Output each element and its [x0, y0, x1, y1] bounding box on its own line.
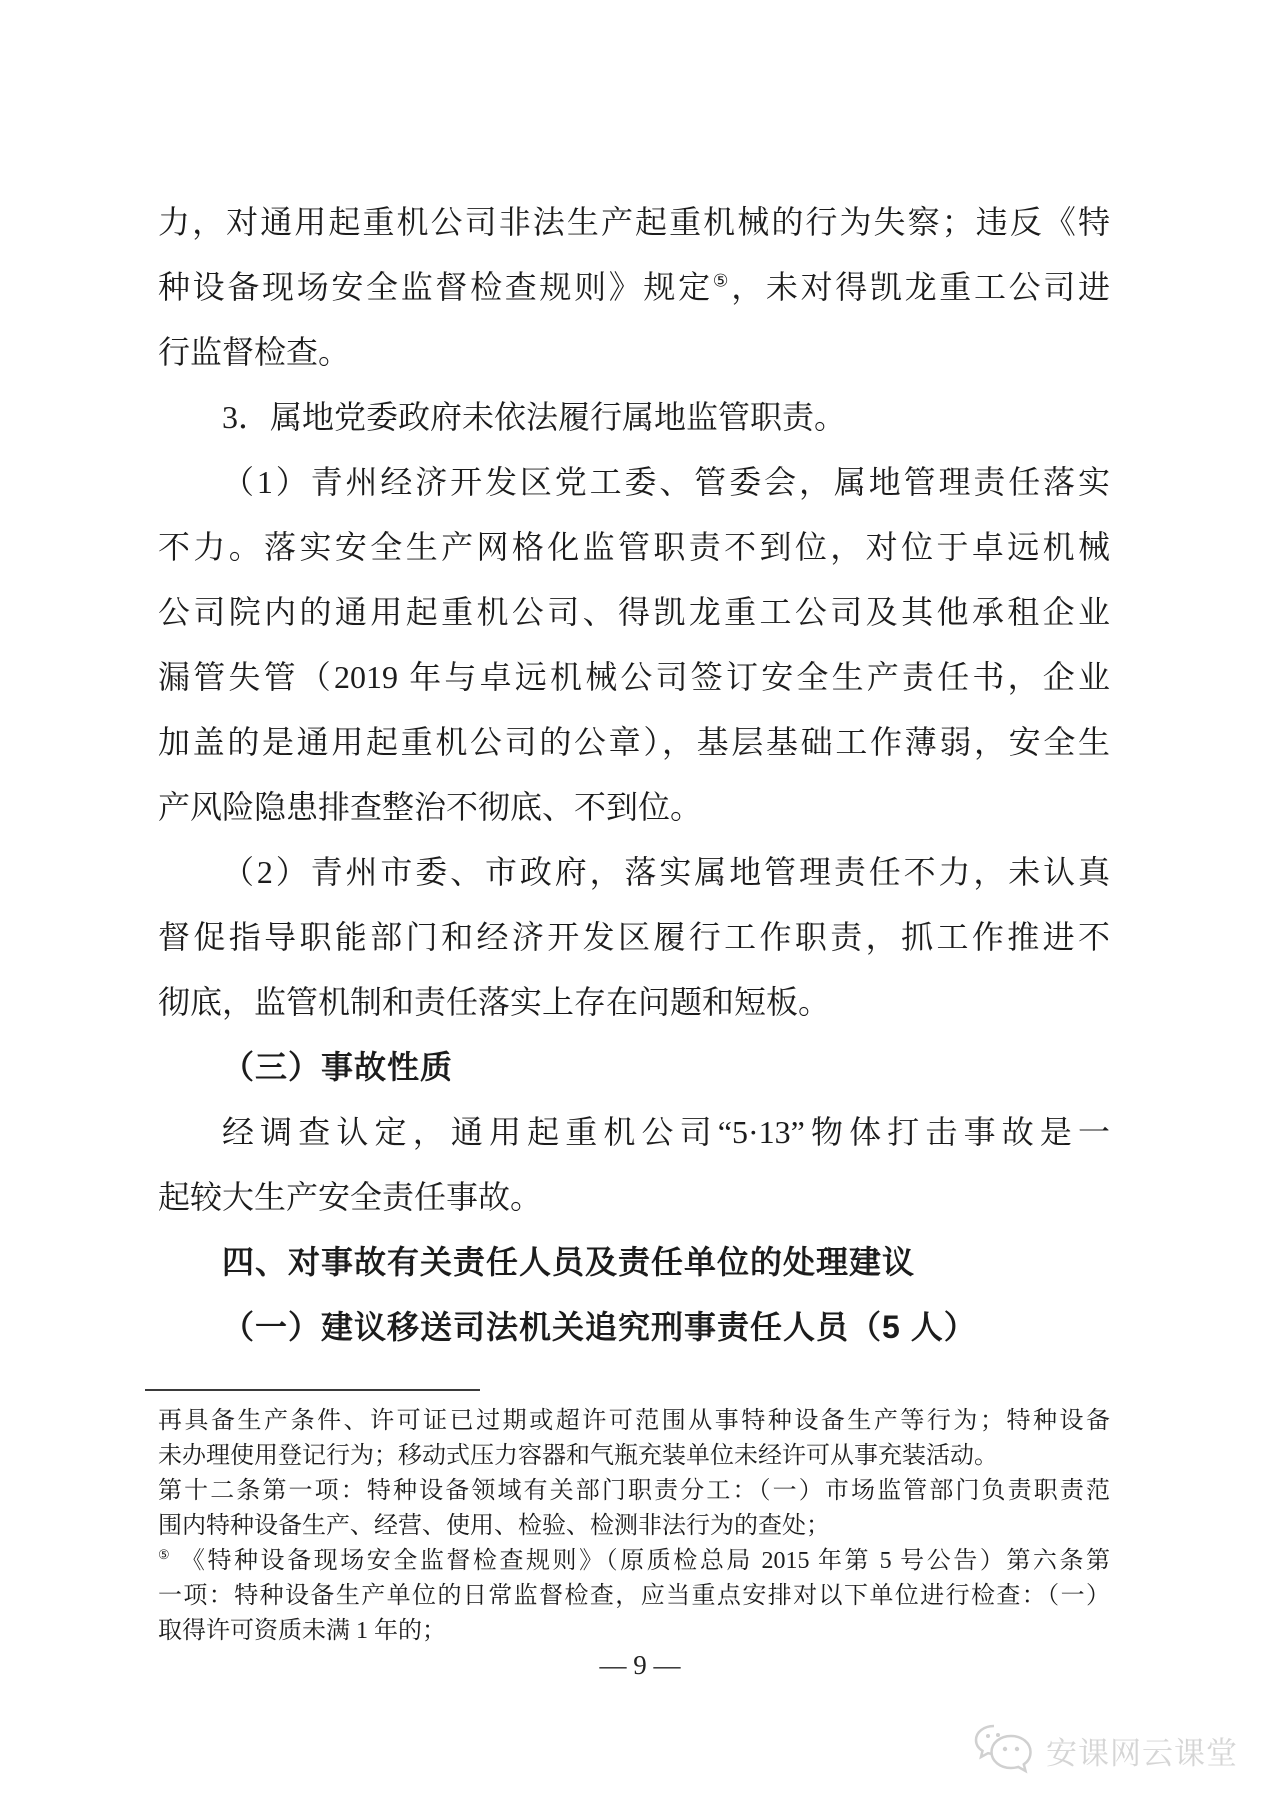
footnote-line: 第十二条第一项：特种设备领域有关部门职责分工：（一）市场监管部门负责职责范	[158, 1478, 1110, 1504]
text-line: （1）青州经济开发区党工委、管委会，属地管理责任落实	[222, 464, 1110, 500]
chat-bubbles-icon	[972, 1722, 1036, 1778]
watermark-label: 安课网云课堂	[1046, 1735, 1238, 1771]
footnotes	[158, 1404, 1110, 1649]
text-line: 漏管失管（2019 年与卓远机械公司签订安全生产责任书，企业	[158, 659, 1110, 695]
text-line: 彻底，监管机制和责任落实上存在问题和短板。	[158, 984, 831, 1020]
text-line: 督促指导职能部门和经济开发区履行工作职责，抓工作推进不	[158, 919, 1110, 955]
footnote-separator	[145, 1389, 480, 1391]
text-line: 公司院内的通用起重机公司、得凯龙重工公司及其他承租企业	[158, 594, 1110, 630]
footnote-line: 一项：特种设备生产单位的日常监督检查，应当重点安排对以下单位进行检查：（一）	[158, 1583, 1110, 1609]
page-number: — 9 —	[599, 1650, 681, 1680]
footnote-line: 再具备生产条件、许可证已过期或超许可范围从事特种设备生产等行为；特种设备	[158, 1408, 1110, 1434]
text-line: （一）建议移送司法机关追究刑事责任人员（5 人）	[222, 1309, 977, 1345]
text-line: 起较大生产安全责任事故。	[158, 1179, 543, 1215]
footnote-line: 围内特种设备生产、经营、使用、检验、检测非法行为的查处；	[158, 1513, 830, 1539]
text-line: （2）青州市委、市政府，落实属地管理责任不力，未认真	[222, 854, 1110, 890]
text-line: 3．属地党委政府未依法履行属地监管职责。	[222, 399, 847, 435]
footnote-line: ⑤ 《特种设备现场安全监督检查规则》（原质检总局 2015 年第 5 号公告）第六条第	[158, 1547, 1110, 1574]
text-line: 力，对通用起重机公司非法生产起重机械的行为失察；违反《特	[158, 204, 1110, 240]
text-line: 不力。落实安全生产网格化监管职责不到位，对位于卓远机械	[158, 529, 1110, 565]
text-line: 经调查认定，通用起重机公司“5·13”物体打击事故是一	[222, 1114, 1110, 1150]
text-line: （三）事故性质	[222, 1049, 454, 1085]
text-line: 行监督检查。	[158, 334, 351, 370]
watermark	[972, 1722, 1238, 1778]
footnote-line: 取得许可资质未满 1 年的；	[158, 1618, 446, 1644]
text-line: 四、对事故有关责任人员及责任单位的处理建议	[222, 1244, 916, 1280]
text-line: 加盖的是通用起重机公司的公章），基层基础工作薄弱，安全生	[158, 724, 1110, 760]
footnote-line: 未办理使用登记行为；移动式压力容器和气瓶充装单位未经许可从事充装活动。	[158, 1443, 998, 1469]
text-line: 种设备现场安全监督检查规则》规定⑤，未对得凯龙重工公司进	[158, 269, 1110, 305]
document-body	[158, 190, 1110, 1360]
text-line: 产风险隐患排查整治不彻底、不到位。	[158, 789, 703, 825]
